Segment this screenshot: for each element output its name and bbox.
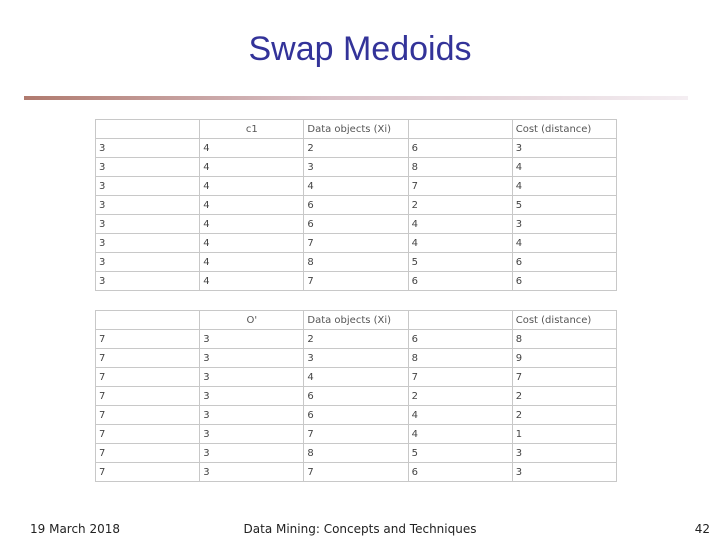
table-cell: 4: [200, 253, 304, 272]
table-cell: 6: [304, 196, 408, 215]
table-cell: 6: [304, 387, 408, 406]
slide-title: Swap Medoids: [248, 30, 472, 68]
table-cell: 8: [408, 349, 512, 368]
title-divider: [24, 96, 688, 100]
table-row: [96, 387, 617, 406]
table-cell: 3: [512, 139, 616, 158]
table-cell: 4: [200, 139, 304, 158]
table-cell: 3: [96, 234, 200, 253]
table-cell: 4: [200, 196, 304, 215]
table-cell: 6: [304, 215, 408, 234]
header-cell: O': [200, 311, 304, 330]
table-cell: 3: [200, 387, 304, 406]
table-row: [96, 349, 617, 368]
table-cell: 3: [96, 158, 200, 177]
table-cell: 6: [512, 253, 616, 272]
table-row: [96, 139, 617, 158]
table-cell: 6: [408, 330, 512, 349]
table-row: [96, 177, 617, 196]
table-cell: 4: [408, 234, 512, 253]
table-cell: 3: [96, 215, 200, 234]
table-cell: 4: [512, 234, 616, 253]
table-cell: 7: [96, 349, 200, 368]
footer-course: Data Mining: Concepts and Techniques: [243, 522, 477, 536]
table-cell: 4: [304, 368, 408, 387]
header-cell: Data objects (Xi): [304, 120, 408, 139]
footer-date: 19 March 2018: [30, 522, 121, 536]
table-cell: 7: [512, 368, 616, 387]
table-header-row: [96, 311, 617, 330]
table-cell: 8: [304, 444, 408, 463]
table-cell: 3: [200, 444, 304, 463]
table-cell: 7: [408, 177, 512, 196]
header-cell: Cost (distance): [512, 120, 616, 139]
table-cell: 5: [408, 253, 512, 272]
table-header-row: [96, 120, 617, 139]
table-cell: 3: [96, 253, 200, 272]
table-cell: 2: [408, 196, 512, 215]
table-row: [96, 272, 617, 291]
table-row: [96, 444, 617, 463]
cost-table-current-medoid: [95, 119, 617, 291]
table-cell: 8: [304, 253, 408, 272]
table-row: [96, 406, 617, 425]
table-cell: 4: [408, 406, 512, 425]
table-cell: 3: [96, 272, 200, 291]
table-cell: 4: [304, 177, 408, 196]
table-cell: 1: [512, 425, 616, 444]
table-row: [96, 330, 617, 349]
table-cell: 3: [512, 444, 616, 463]
table-cell: 9: [512, 349, 616, 368]
table-cell: 6: [408, 463, 512, 482]
table-cell: 3: [96, 139, 200, 158]
table-cell: 3: [200, 463, 304, 482]
table-cell: 3: [96, 177, 200, 196]
table-cell: 7: [408, 368, 512, 387]
table-cell: 7: [304, 234, 408, 253]
cost-table-swapped-medoid: [95, 310, 617, 482]
table-row: [96, 234, 617, 253]
table-cell: 4: [200, 234, 304, 253]
table-row: [96, 158, 617, 177]
table-cell: 4: [200, 177, 304, 196]
table-cell: 4: [512, 158, 616, 177]
table-cell: 2: [512, 406, 616, 425]
table-cell: 7: [96, 444, 200, 463]
table-cell: 6: [408, 272, 512, 291]
table-row: [96, 253, 617, 272]
table-cell: 3: [304, 158, 408, 177]
header-cell: [96, 120, 200, 139]
table-cell: 4: [408, 425, 512, 444]
table-cell: 7: [96, 387, 200, 406]
table-cell: 4: [200, 215, 304, 234]
table-cell: 3: [304, 349, 408, 368]
table-cell: 4: [512, 177, 616, 196]
table-row: [96, 425, 617, 444]
table-cell: 2: [304, 139, 408, 158]
header-cell: Data objects (Xi): [304, 311, 408, 330]
table-cell: 2: [304, 330, 408, 349]
header-cell: [96, 311, 200, 330]
table-cell: 4: [408, 215, 512, 234]
header-cell: [408, 311, 512, 330]
table-cell: 6: [512, 272, 616, 291]
header-cell: c1: [200, 120, 304, 139]
table-cell: 2: [408, 387, 512, 406]
table-cell: 4: [200, 272, 304, 291]
table-row: [96, 196, 617, 215]
table-row: [96, 215, 617, 234]
table-cell: 3: [200, 330, 304, 349]
table-cell: 7: [304, 425, 408, 444]
table-cell: 6: [408, 139, 512, 158]
table-cell: 3: [200, 368, 304, 387]
table-cell: 5: [512, 196, 616, 215]
table-cell: 8: [512, 330, 616, 349]
table-cell: 2: [512, 387, 616, 406]
table-cell: 4: [200, 158, 304, 177]
table-cell: 3: [200, 425, 304, 444]
table-cell: 7: [96, 425, 200, 444]
table-cell: 3: [512, 463, 616, 482]
table-cell: 7: [304, 463, 408, 482]
table-cell: 3: [96, 196, 200, 215]
table-row: [96, 368, 617, 387]
table-cell: 3: [512, 215, 616, 234]
table-cell: 6: [304, 406, 408, 425]
table-cell: 7: [304, 272, 408, 291]
table-cell: 7: [96, 330, 200, 349]
table-cell: 8: [408, 158, 512, 177]
table-row: [96, 463, 617, 482]
table-cell: 3: [200, 406, 304, 425]
table-cell: 7: [96, 406, 200, 425]
footer-page-number: 42: [694, 522, 710, 536]
header-cell: [408, 120, 512, 139]
table-cell: 5: [408, 444, 512, 463]
table-cell: 7: [96, 368, 200, 387]
header-cell: Cost (distance): [512, 311, 616, 330]
table-cell: 7: [96, 463, 200, 482]
table-cell: 3: [200, 349, 304, 368]
